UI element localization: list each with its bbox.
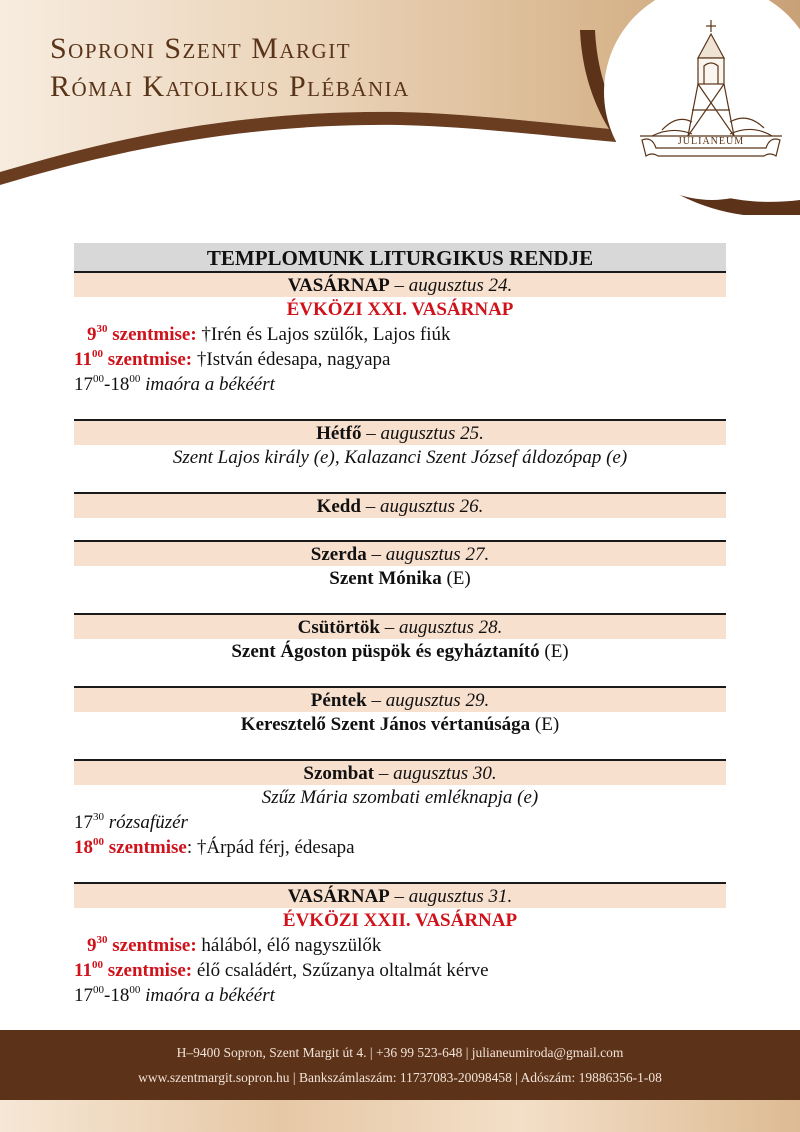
mass-minute: 30 [96,322,108,335]
prayer-start-minute: 00 [93,372,104,385]
mass-line [74,835,726,860]
day-name: Kedd [316,496,361,517]
saint-line: Szent Lajos király (e), Kalazanci Szent József áldozópap (e) [172,447,628,468]
dash: – [366,690,386,711]
prayer-end-minute: 00 [129,372,141,385]
prayer-dash: - [104,985,111,1006]
prayer-end-hour: 18 [110,985,130,1006]
prayer-start-hour: 17 [74,985,93,1006]
mass-hour: 18 [74,837,93,858]
dash: – [361,423,381,444]
saint-rank: (E) [441,568,471,589]
day-name: Szombat [303,763,375,784]
mass-minute: 30 [96,933,108,946]
rosary-line [74,810,726,835]
prayer-line [74,983,726,1008]
day-date: augusztus 28. [398,617,503,638]
day-header-tuesday [74,492,726,518]
schedule-title: TEMPLOMUNK LITURGIKUS RENDJE [74,243,726,271]
spacer [74,860,726,882]
parish-title-line2: Római Katolikus Plébánia [50,70,410,103]
mass-hour: 11 [74,349,92,370]
day-name: Hétfő [316,423,362,444]
saint-rank: (E) [539,641,569,662]
page-footer [0,1030,800,1100]
spacer [74,664,726,686]
footer-bank-info: www.szentmargit.sopron.hu | Bankszámlaszám: 11737083-20098458 | Adószám: 19886356-1-08 [138,1070,662,1085]
dash: – [374,763,394,784]
spacer [74,591,726,613]
parish-title-line1: Soproni Szent Margit [50,32,352,65]
day-header-monday [74,419,726,445]
day-date: augusztus 25. [380,423,484,444]
mass-intention: †István édesapa, nagyapa [192,349,391,370]
day-name: Szerda [310,544,367,565]
rosary-minute: 30 [93,810,104,823]
spacer [74,518,726,540]
day-header-friday [74,686,726,712]
spacer [74,470,726,492]
mass-minute: 00 [91,958,103,971]
mass-intention: hálából, élő nagyszülők [196,935,382,956]
mass-line [74,958,726,983]
prayer-start-minute: 00 [93,983,104,996]
mass-label: szentmise: [102,349,193,370]
saint-line [74,566,726,591]
saint-name: Szent Ágoston püspök és egyháztanító [231,641,540,662]
day-date: augusztus 27. [385,544,490,565]
mass-hour: 9 [87,324,97,345]
mass-intention: †Irén és Lajos szülők, Lajos fiúk [196,324,451,345]
prayer-start-hour: 17 [74,374,93,395]
feast-title: ÉVKÖZI XXII. VASÁRNAP [282,910,518,931]
day-name: Csütörtök [297,617,380,638]
day-header-sunday-1 [74,271,726,297]
day-header-sunday-2 [74,882,726,908]
dash: – [379,617,399,638]
mass-intention: †Árpád férj, édesapa [192,837,355,858]
day-name: VASÁRNAP [287,275,390,296]
prayer-text: imaóra a békéért [140,374,275,395]
spacer [74,397,726,419]
page-header [0,0,800,215]
saint-line: Szűz Mária szombati emléknapja (e) [261,787,539,808]
mass-line [74,933,726,958]
logo-label: JULIANEUM [677,136,745,147]
prayer-end-hour: 18 [110,374,130,395]
julianeum-logo [632,18,790,168]
footer-contact: H–9400 Sopron, Szent Margit út 4. | +36 99 523-648 | julianeumiroda@gmail.com [176,1045,624,1060]
prayer-line [74,372,726,397]
day-header-wednesday [74,540,726,566]
day-name: Péntek [310,690,367,711]
day-date: augusztus 30. [393,763,497,784]
mass-minute: 00 [91,347,103,360]
rosary-hour: 17 [74,812,93,833]
mass-label: szentmise [104,837,187,858]
mass-label: szentmise: [102,960,193,981]
mass-hour: 11 [74,960,92,981]
mass-line [74,322,726,347]
day-date: augusztus 24. [408,275,513,296]
rosary-text: rózsafüzér [104,812,188,833]
mass-hour: 9 [87,935,97,956]
saint-name: Szent Mónika [329,568,442,589]
mass-minute: 00 [93,835,104,848]
saint-line [74,712,726,737]
mass-line [74,347,726,372]
spacer [74,737,726,759]
day-header-thursday [74,613,726,639]
prayer-dash: - [104,374,111,395]
prayer-text: imaóra a békéért [140,985,275,1006]
day-date: augusztus 26. [379,496,484,517]
feast-title: ÉVKÖZI XXI. VASÁRNAP [286,299,514,320]
mass-intention: élő családért, Szűzanya oltalmát kérve [192,960,489,981]
saint-name: Keresztelő Szent János vértanúsága [240,714,531,735]
day-date: augusztus 31. [408,886,513,907]
prayer-end-minute: 00 [129,983,141,996]
day-header-saturday [74,759,726,785]
footer-decor-strip [0,1100,800,1132]
dash: – [389,886,409,907]
dash: – [389,275,409,296]
mass-label: szentmise: [107,324,197,345]
dash: – [366,544,386,565]
dash: – [360,496,380,517]
day-name: VASÁRNAP [287,886,390,907]
saint-rank: (E) [530,714,560,735]
mass-colon: : [186,837,193,858]
mass-label: szentmise: [107,935,197,956]
liturgical-schedule [74,243,726,1008]
saint-line [74,639,726,664]
day-date: augusztus 29. [385,690,490,711]
